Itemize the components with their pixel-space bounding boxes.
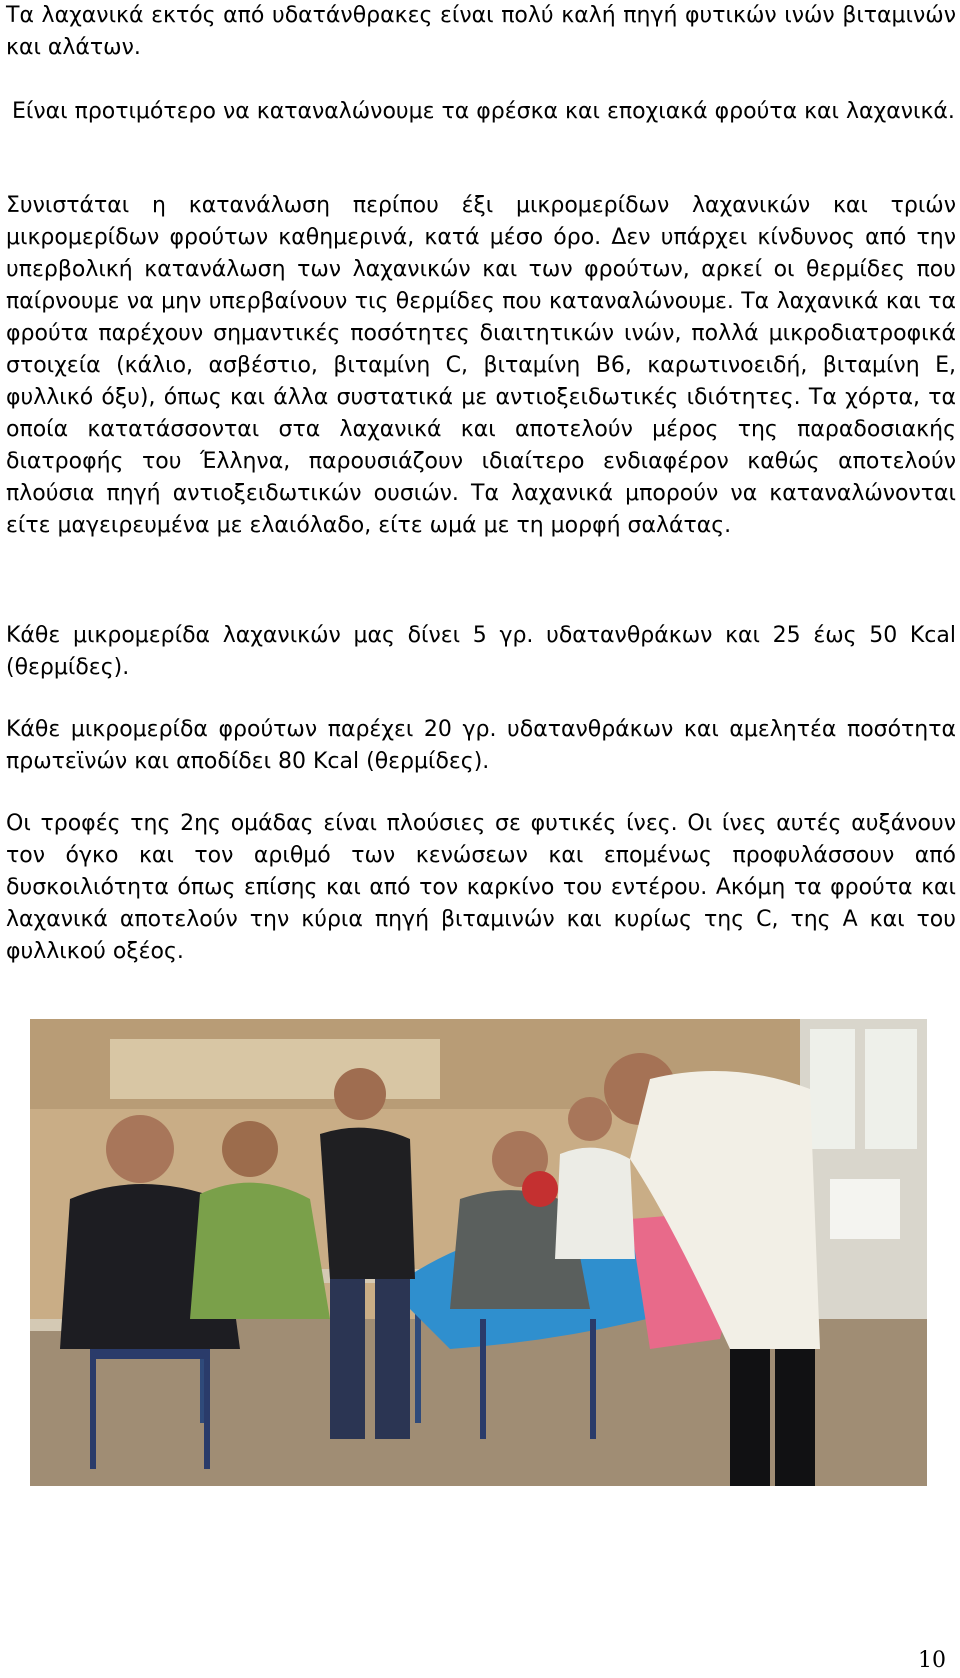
paragraph-fruit-portion: Κάθε μικρομερίδα φρούτων παρέχει 20 γρ. υδατανθράκων και αμελητέα ποσότητα πρωτεϊνών και αποδίδει 80 Kcal (θερμίδες). — [6, 717, 956, 774]
classroom-photo-illustration — [30, 1019, 927, 1486]
classroom-photo — [30, 1019, 927, 1486]
paragraph-fiber: Οι τροφές της 2ης ομάδας είναι πλούσιες σε φυτικές ίνες. Οι ίνες αυτές αυξάνουν τον όγκο και τον αριθμό των κενώσεων και επομένως προφυλάσσουν από δυσκοιλιότητα όπως επίσης και από τον καρκίνο του εντέρου. Ακόμη τα φρούτα και λαχανικά αποτελούν την κύρια πηγή βιταμινών και κυρίως της C, της Α και του φυλλικού οξέος. — [6, 811, 956, 964]
page-number: 10 — [918, 1648, 946, 1673]
paragraph-vegetable-portion: Κάθε μικρομερίδα λαχανικών μας δίνει 5 γρ. υδατανθράκων και 25 έως 50 Kcal (θερμίδες). — [6, 623, 956, 680]
paragraph-intro: Τα λαχανικά εκτός από υδατάνθρακες είναι πολύ καλή πηγή φυτικών ινών βιταμινών και αλάτων. — [6, 3, 956, 60]
paragraph-seasonal: Είναι προτιμότερο να καταναλώνουμε τα φρέσκα και εποχιακά φρούτα και λαχανικά. — [12, 99, 955, 124]
paragraph-recommendation: Συνιστάται η κατανάλωση περίπου έξι μικρομερίδων λαχανικών και τριών μικρομερίδων φρούτων καθημερινά, κατά μέσο όρο. Δεν υπάρχει κίνδυνος από την υπερβολική κατανάλωση των λαχανικών και των φρούτων, αρκεί οι θερμίδες που παίρνουμε να μην υπερβαίνουν τις θερμίδες που καταναλώνουμε. Τα λαχανικά και τα φρούτα παρέχουν σημαντικές ποσότητες διαιτητικών ινών, πολλά μικροδιατροφικά στοιχεία (κάλιο, ασβέστιο, βιταμίνη C, βιταμίνη Β6, καρωτινοειδή, βιταμίνη Ε, φυλλικό όξυ), όπως και άλλα συστατικά με αντιοξειδωτικές ιδιότητες. Τα χόρτα, τα οποία κατατάσσονται στα λαχανικά και αποτελούν μέρος της παραδοσιακής διατροφής του Έλληνα, παρουσιάζουν ιδιαίτερο ενδιαφέρον καθώς αποτελούν πλούσια πηγή αντιοξειδωτικών ουσιών. Τα λαχανικά μπορούν να καταναλώνονται είτε μαγειρευμένα με ελαιόλαδο, είτε ωμά με τη μορφή σαλάτας. — [6, 193, 956, 538]
